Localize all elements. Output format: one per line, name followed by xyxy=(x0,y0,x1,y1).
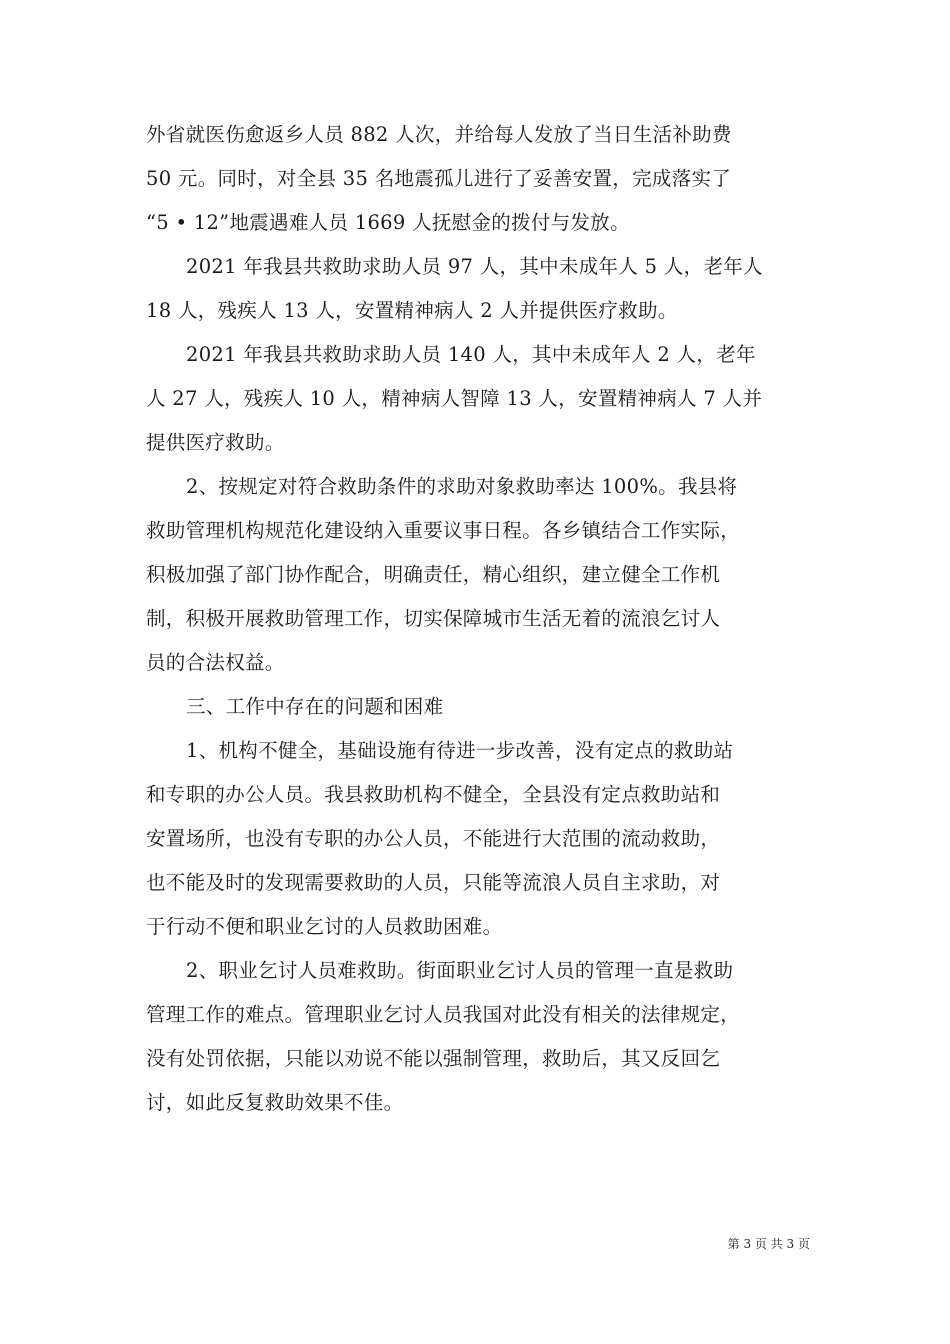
text-line: 外省就医伤愈返乡人员 882 人次，并给每人发放了当日生活补助费 xyxy=(146,123,732,146)
text-line: 没有处罚依据，只能以劝说不能以强制管理，救助后，其又反回乞 xyxy=(146,1047,721,1070)
page-number: 第 3 页 共 3 页 xyxy=(727,1237,810,1251)
text-line: 讨，如此反复救助效果不佳。 xyxy=(146,1091,404,1114)
section-heading: 三、工作中存在的问题和困难 xyxy=(186,695,444,718)
text-line: 18 人，残疾人 13 人，安置精神病人 2 人并提供医疗救助。 xyxy=(146,299,678,322)
document-body xyxy=(146,113,810,1125)
paragraph-start-line: 2、职业乞讨人员难救助。街面职业乞讨人员的管理一直是救助 xyxy=(186,959,734,982)
text-line: “5 • 12”地震遇难人员 1669 人抚慰金的拨付与发放。 xyxy=(146,211,630,234)
text-line: 管理工作的难点。管理职业乞讨人员我国对此没有相关的法律规定， xyxy=(146,1003,741,1026)
text-line: 救助管理机构规范化建设纳入重要议事日程。各乡镇结合工作实际， xyxy=(146,519,741,542)
text-line: 也不能及时的发现需要救助的人员，只能等流浪人员自主求助，对 xyxy=(146,871,721,894)
text-line: 人 27 人，残疾人 10 人，精神病人智障 13 人，安置精神病人 7 人并 xyxy=(146,387,763,410)
paragraph-start-line: 2021 年我县共救助求助人员 97 人，其中未成年人 5 人，老年人 xyxy=(186,255,763,278)
text-line: 安置场所，也没有专职的办公人员，不能进行大范围的流动救助， xyxy=(146,827,721,850)
text-line: 于行动不便和职业乞讨的人员救助困难。 xyxy=(146,915,503,938)
text-line: 员的合法权益。 xyxy=(146,651,285,674)
text-line: 50 元。同时，对全县 35 名地震孤儿进行了妥善安置，完成落实了 xyxy=(146,167,732,190)
paragraph-start-line: 1、机构不健全，基础设施有待进一步改善，没有定点的救助站 xyxy=(186,739,734,762)
text-line: 积极加强了部门协作配合，明确责任，精心组织，建立健全工作机 xyxy=(146,563,721,586)
text-line: 和专职的办公人员。我县救助机构不健全，全县没有定点救助站和 xyxy=(146,783,721,806)
text-line: 制，积极开展救助管理工作，切实保障城市生活无着的流浪乞讨人 xyxy=(146,607,721,630)
paragraph-start-line: 2、按规定对符合救助条件的求助对象救助率达 100%。我县将 xyxy=(186,475,738,498)
paragraph-start-line: 2021 年我县共救助求助人员 140 人，其中未成年人 2 人，老年 xyxy=(186,343,756,366)
text-line: 提供医疗救助。 xyxy=(146,431,285,454)
